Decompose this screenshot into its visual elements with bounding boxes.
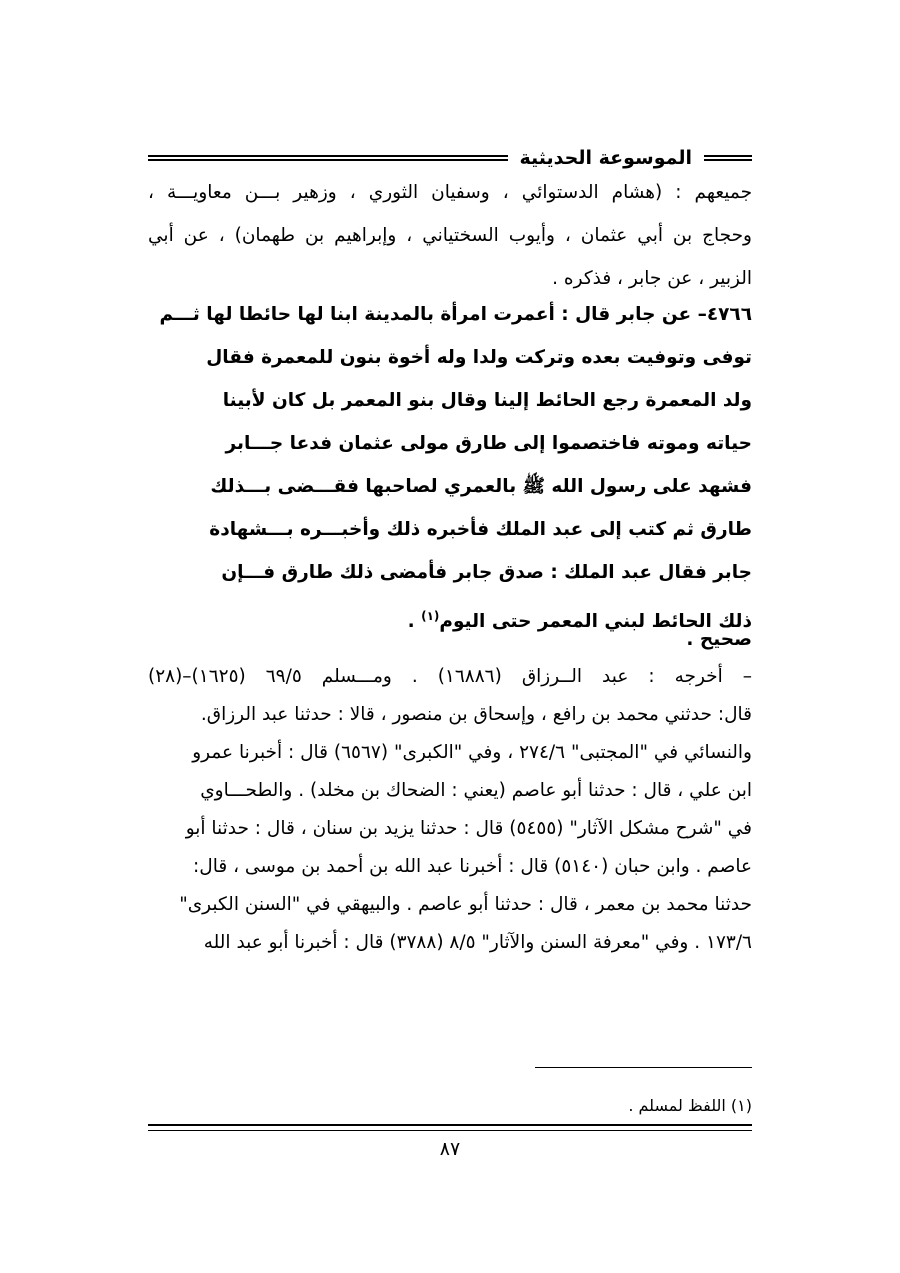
hadith-line [148,343,752,375]
intro-paragraph [148,178,752,289]
takhrij-line: عاصم . وابن حبان (٥١٤٠) قال : أخبرنا عبد الله بن أحمد بن موسى ، قال: [193,856,752,877]
hadith-line-end: . [407,611,422,633]
footnote-separator [535,1067,752,1068]
hadith-line-text: جابر فقال عبد الملك : صدق جابر فأمضى ذلك طارق فـــإن [221,562,752,583]
footnote-reference: (١) [421,609,440,623]
takhrij-paragraph [148,662,752,972]
page-number: ٨٧ [439,1138,461,1160]
hadith-grade [148,625,752,657]
takhrij-line: ١٧٣/٦ . وفي "معرفة السنن والآثار" ٨/٥ (٣٧٨٨) قال : أخبرنا أبو عبد الله [203,932,752,953]
takhrij-line: حدثنا محمد بن معمر ، قال : حدثنا أبو عاصم . والبيهقي في "السنن الكبرى" [179,894,752,915]
hadith-line-first [148,300,752,332]
hadith-text [148,300,752,633]
footer-rule [148,1124,752,1131]
hadith-line-text: ذلك الحائط لبني المعمر حتى اليوم [439,611,752,633]
hadith-line-text: ولد المعمرة رجع الحائط إلينا وقال بنو المعمر بل كان لأبينا [222,390,752,411]
takhrij-line: – أخرجه : عبد الــرزاق (١٦٨٨٦) . ومـــسلم ٦٩/٥ (١٦٢٥)–(٢٨) [148,666,752,687]
hadith-line: – عن جابر قال : أعمرت امرأة بالمدينة ابنا لها حائطا لها ثـــم [159,304,707,325]
running-header [148,146,752,170]
intro-line: جميعهم : (هشام الدستوائي ، وسفيان الثوري ، وزهير بـــن معاويـــة ، [148,182,752,203]
intro-line: وحجاج بن أبي عثمان ، وأيوب السختياني ، وإبراهيم بن طهمان) ، عن أبي [148,225,752,246]
hadith-number: ٤٧٦٦ [706,304,752,325]
header-rule-short [704,155,752,161]
hadith-line-text: حياته وموته فاختصموا إلى طارق مولى عثمان فدعا جـــابر [225,433,752,454]
hadith-line-text: توفى وتوفيت بعده وتركت ولدا وله أخوة بنون للمعمرة فقال [206,347,752,368]
hadith-line-text: طارق ثم كتب إلى عبد الملك فأخبره ذلك وأخبـــره بـــشهادة [209,519,752,540]
takhrij-line: في "شرح مشكل الآثار" (٥٤٥٥) قال : حدثنا يزيد بن سنان ، قال : حدثنا أبو [185,818,752,839]
takhrij-line: ابن علي ، قال : حدثنا أبو عاصم (يعني : الضحاك بن مخلد) . والطحـــاوي [200,780,752,801]
hadith-line-text: فشهد على رسول الله ﷺ بالعمري لصاحبها فقـــضى بـــذلك [210,476,752,497]
takhrij-line: قال: حدثني محمد بن رافع ، وإسحاق بن منصور ، قالا : حدثنا عبد الرزاق. [200,704,752,725]
grade-label: صحيح . [686,629,752,650]
header-title: الموسوعة الحديثية [519,147,692,169]
intro-line: الزبير ، عن جابر ، فذكره . [552,268,752,289]
footnote: (١) اللفظ لمسلم . [628,1096,752,1115]
takhrij-line: والنسائي في "المجتبى" ٢٧٤/٦ ، وفي "الكبرى" (٦٥٦٧) قال : أخبرنا عمرو [192,742,752,763]
header-rule-long [148,155,508,161]
